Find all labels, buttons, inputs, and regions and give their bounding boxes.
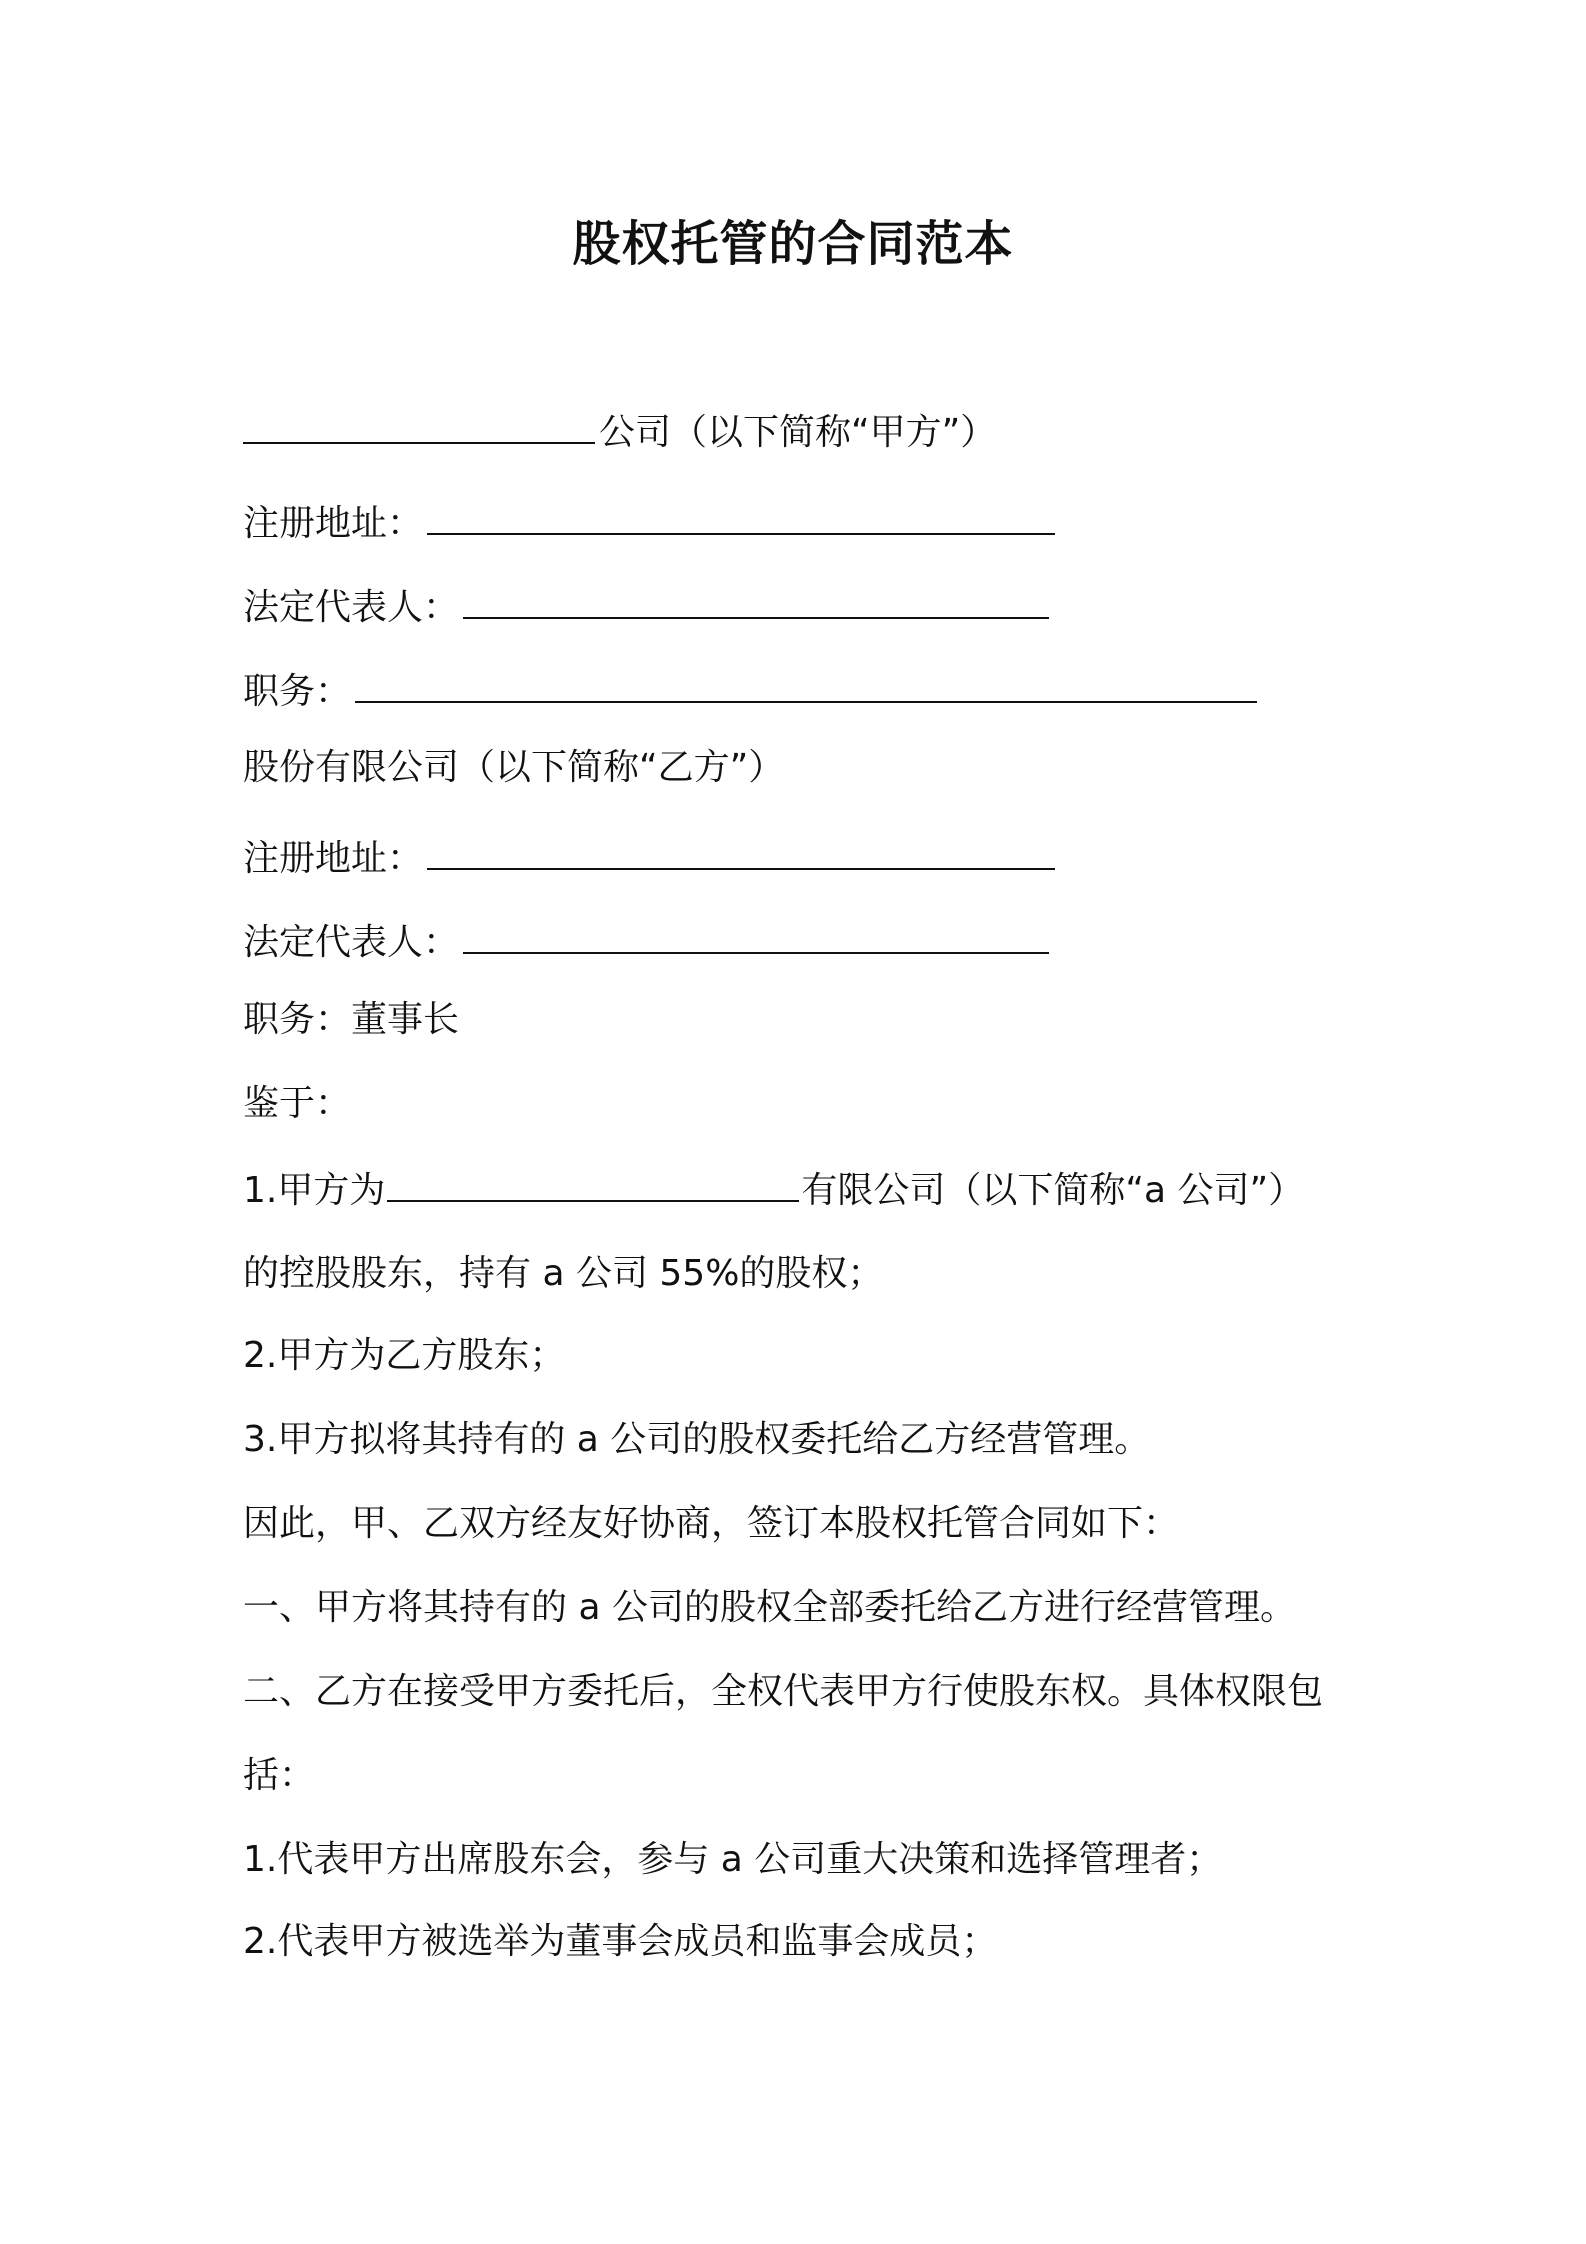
party-a-rep-blank[interactable] (463, 583, 1049, 619)
whereas-item-3: 3.甲方拟将其持有的 a 公司的股权委托给乙方经营管理。 (243, 1419, 1151, 1460)
party-a-rep-line (243, 583, 1053, 632)
clause-2-line-2: 括： (243, 1755, 316, 1796)
whereas-item-1 (243, 1166, 1304, 1215)
clause-2-sub-2: 2.代表甲方被选举为董事会成员和监事会成员； (243, 1921, 998, 1962)
party-b-name: 股份有限公司（以下简称“乙方”） (243, 747, 785, 788)
clause-1: 一、甲方将其持有的 a 公司的股权全部委托给乙方进行经营管理。 (243, 1587, 1296, 1628)
party-a-address-label: 注册地址： (243, 503, 424, 544)
clause-2-line-1: 二、乙方在接受甲方委托后，全权代表甲方行使股东权。具体权限包 (243, 1671, 1324, 1712)
whereas-item-2: 2.甲方为乙方股东； (243, 1335, 566, 1376)
document-title: 股权托管的合同范本 (572, 216, 1014, 272)
whereas-label: 鉴于： (243, 1083, 352, 1124)
party-b-address-label: 注册地址： (243, 838, 424, 879)
party-b-rep-line (243, 918, 1053, 967)
party-b-position: 职务：董事长 (243, 999, 460, 1040)
whereas-company-blank[interactable] (387, 1166, 799, 1202)
party-a-position-label: 职务： (243, 671, 352, 712)
party-a-line (243, 408, 996, 457)
party-a-address-line (243, 499, 1059, 548)
whereas-item-1-cont: 的控股股东，持有 a 公司 55%的股权； (243, 1253, 884, 1294)
whereas-item-1-prefix: 1.甲方为 (243, 1170, 386, 1211)
party-b-rep-blank[interactable] (463, 918, 1049, 954)
party-a-address-blank[interactable] (427, 499, 1055, 535)
party-b-address-line (243, 834, 1059, 883)
party-a-position-blank[interactable] (355, 667, 1257, 703)
party-a-position-line (243, 667, 1261, 716)
clause-2-sub-1: 1.代表甲方出席股东会，参与 a 公司重大决策和选择管理者； (243, 1839, 1223, 1880)
whereas-item-1-suffix: 有限公司（以下简称“a 公司”） (801, 1170, 1305, 1211)
party-a-rep-label: 法定代表人： (243, 587, 460, 628)
party-a-name-suffix: 公司（以下简称“甲方”） (599, 412, 997, 453)
party-b-rep-label: 法定代表人： (243, 922, 460, 963)
party-a-name-blank[interactable] (243, 408, 595, 444)
contract-intro: 因此，甲、乙双方经友好协商，签订本股权托管合同如下： (243, 1503, 1180, 1544)
party-b-address-blank[interactable] (427, 834, 1055, 870)
